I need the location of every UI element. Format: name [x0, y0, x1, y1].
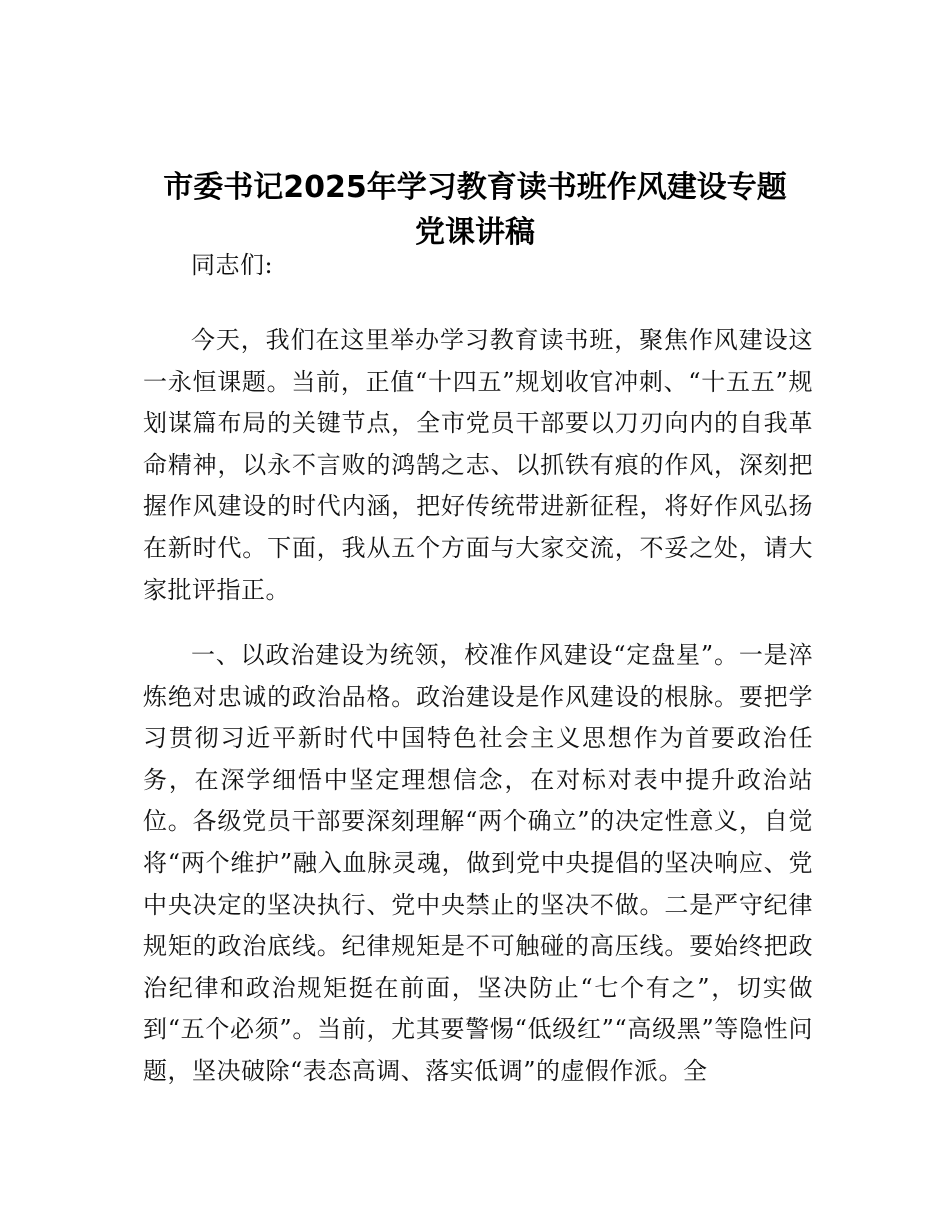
paragraph-section-one: 一、以政治建设为统领，校准作风建设“定盘星”。一是淬炼绝对忠诚的政治品格。政治建设是作风建设的根脉。要把学习贯彻习近平新时代中国特色社会主义思想作为首要政治任务，在深学细悟中坚定理想信念，在对标对表中提升政治站位。各级党员干部要深刻理解“两个确立”的决定性意义，自觉将“两个维护”融入血脉灵魂，做到党中央提倡的坚决响应、党中央决定的坚决执行、党中央禁止的坚决不做。二是严守纪律规矩的政治底线。纪律规矩是不可触碰的高压线。要始终把政治纪律和政治规矩挺在前面，坚决防止“七个有之”，切实做到“五个必须”。当前，尤其要警惕“低级红”“高级黑”等隐性问题，坚决破除“表态高调、落实低调”的虚假作派。全 — [143, 641, 813, 1085]
paragraph-introduction: 今天，我们在这里举办学习教育读书班，聚焦作风建设这一永恒课题。当前，正值“十四五”规划收官冲刺、“十五五”规划谋篇布局的关键节点，全市党员干部要以刀刃向内的自我革命精神，以永不言败的鸿鹄之志、以抓铁有痕的作风，深刻把握作风建设的时代内涵，把好传统带进新征程，将好作风弘扬在新时代。下面，我从五个方面与大家交流，不妥之处，请大家批评指正。 — [143, 326, 813, 604]
document-title-line-1: 市委书记2025年学习教育读书班作风建设专题 — [163, 170, 787, 205]
salutation: 同志们: — [191, 251, 274, 279]
document-title-line-2: 党课讲稿 — [415, 215, 535, 250]
